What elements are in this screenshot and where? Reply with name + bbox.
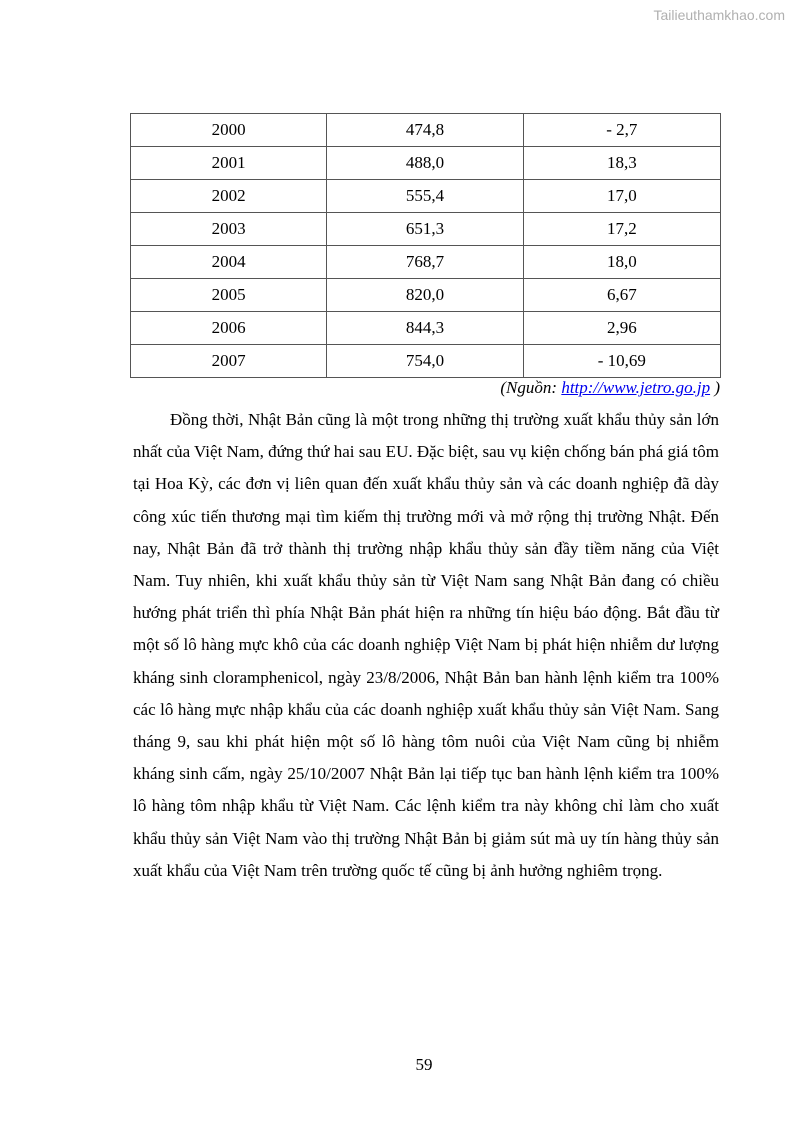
year-cell: 2003 (131, 213, 327, 246)
year-cell: 2002 (131, 180, 327, 213)
value-cell: 768,7 (327, 246, 523, 279)
growth-cell: 18,0 (523, 246, 720, 279)
growth-cell: - 10,69 (523, 345, 720, 378)
year-cell: 2001 (131, 147, 327, 180)
body-paragraph: Đồng thời, Nhật Bản cũng là một trong những thị trường xuất khẩu thủy sản lớn nhất của Việt Nam, đứng thứ hai sau EU. Đặc biệt, sau vụ kiện chống bán phá giá tôm tại Hoa Kỳ, các đơn vị liên quan đến xuất khẩu thủy sản và các doanh nghiệp đã dày công xúc tiến thương mại tìm kiếm thị trường mới và mở rộng thị trường Nhật. Đến nay, Nhật Bản đã trở thành thị trường nhập khẩu thủy sản đầy tiềm năng của Việt Nam. Tuy nhiên, khi xuất khẩu thủy sản từ Việt Nam sang Nhật Bản đang có chiều hướng phát triển thì phía Nhật Bản phát hiện ra những tín hiệu báo động. Bắt đầu từ một số lô hàng mực khô của các doanh nghiệp Việt Nam bị phát hiện nhiễm dư lượng kháng sinh cloramphenicol, ngày 23/8/2006, Nhật Bản ban hành lệnh kiểm tra 100% các lô hàng mực nhập khẩu của các doanh nghiệp xuất khẩu thủy sản Việt Nam. Sang tháng 9, sau khi phát hiện một số lô hàng tôm nuôi của Việt Nam cũng bị nhiễm kháng sinh cấm, ngày 25/10/2007 Nhật Bản lại tiếp tục ban hành lệnh kiểm tra 100% lô hàng tôm nhập khẩu từ Việt Nam. Các lệnh kiểm tra này không chỉ làm cho xuất khẩu thủy sản Việt Nam vào thị trường Nhật Bản bị giảm sút mà uy tín hàng thủy sản xuất khẩu của Việt Nam trên trường quốc tế cũng bị ảnh hưởng nghiêm trọng. (133, 410, 719, 880)
value-cell: 820,0 (327, 279, 523, 312)
growth-cell: 17,2 (523, 213, 720, 246)
table-row (131, 147, 721, 180)
growth-cell: - 2,7 (523, 114, 720, 147)
table-row (131, 345, 721, 378)
table-row (131, 246, 721, 279)
data-table (130, 113, 721, 378)
table-row (131, 312, 721, 345)
value-cell: 754,0 (327, 345, 523, 378)
value-cell: 555,4 (327, 180, 523, 213)
table-row (131, 279, 721, 312)
year-cell: 2007 (131, 345, 327, 378)
value-cell: 488,0 (327, 147, 523, 180)
table-row (131, 180, 721, 213)
source-link[interactable]: http://www.jetro.go.jp (561, 378, 711, 397)
watermark: Tailieuthamkhao.com (653, 7, 785, 23)
year-cell: 2005 (131, 279, 327, 312)
year-cell: 2006 (131, 312, 327, 345)
source-suffix: ) (710, 378, 720, 397)
growth-cell: 2,96 (523, 312, 720, 345)
page-number: 59 (415, 1055, 433, 1074)
year-cell: 2004 (131, 246, 327, 279)
value-cell: 651,3 (327, 213, 523, 246)
source-prefix: (Nguồn: (500, 378, 562, 397)
year-cell: 2000 (131, 114, 327, 147)
table-row (131, 114, 721, 147)
value-cell: 474,8 (327, 114, 523, 147)
value-cell: 844,3 (327, 312, 523, 345)
table-row (131, 213, 721, 246)
growth-cell: 18,3 (523, 147, 720, 180)
growth-cell: 17,0 (523, 180, 720, 213)
source-citation (500, 378, 720, 398)
growth-cell: 6,67 (523, 279, 720, 312)
